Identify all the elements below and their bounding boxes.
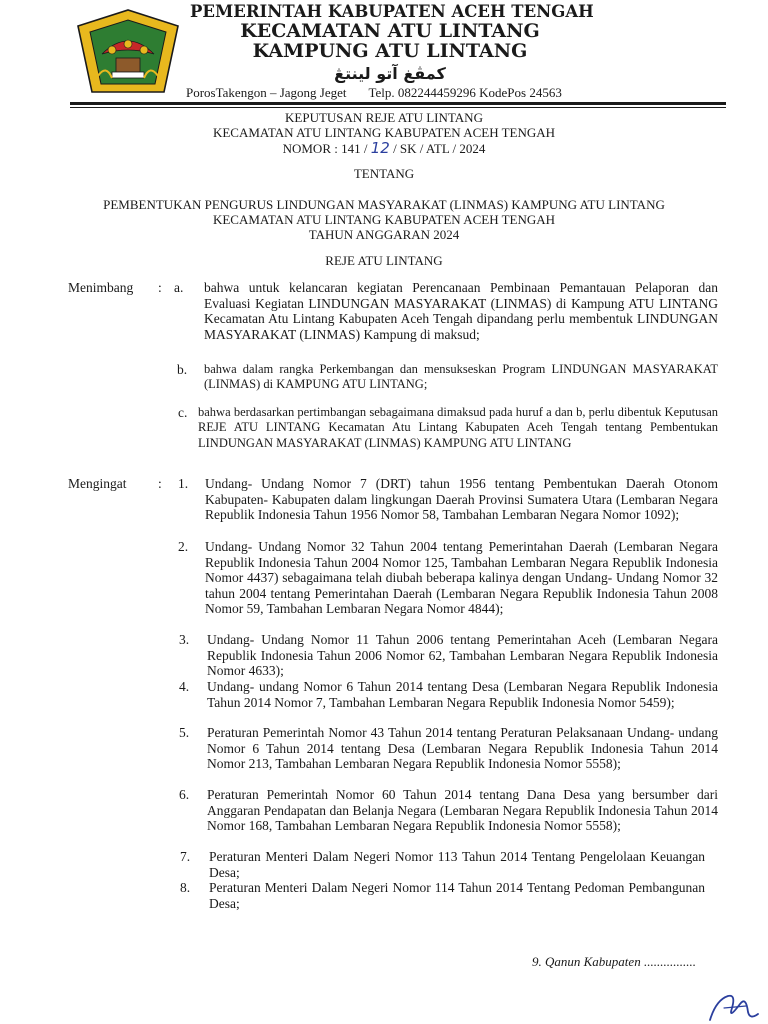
mengingat-4-text: Undang- undang Nomor 6 Tahun 2014 tentang Desa (Lembaran Negara Republik Indonesia Tahun 2014 Nomor 7, Tambahan Lembaran Negara Republik Indonesia Nomor 5459);: [207, 679, 718, 710]
decree-issuer: REJE ATU LINTANG: [325, 253, 443, 268]
decree-number-prefix: NOMOR : 141 /: [282, 141, 368, 156]
mengingat-5-marker: 5.: [179, 725, 190, 740]
decree-title-region: KECAMATAN ATU LINTANG KABUPATEN ACEH TENGAH: [212, 125, 556, 140]
menimbang-colon: :: [158, 280, 162, 295]
mengingat-8-text: Peraturan Menteri Dalam Negeri Nomor 114 Tahun 2014 Tentang Pedoman Pembangunan Desa;: [209, 880, 705, 911]
decree-about: TENTANG: [353, 166, 415, 181]
mengingat-colon: :: [158, 476, 162, 491]
letterhead-government: PEMERINTAH KABUPATEN ACEH TENGAH: [190, 2, 594, 21]
letterhead-divider-thick: [70, 102, 726, 105]
decree-subject-line-3: TAHUN ANGGARAN 2024: [308, 227, 460, 242]
mengingat-label: Mengingat: [68, 476, 127, 491]
menimbang-b-text: bahwa dalam rangka Perkembangan dan mensukseskan Program LINDUNGAN MASYARAKAT (LINMAS) di KAMPUNG ATU LINTANG;: [204, 362, 718, 392]
signature-mark: [706, 986, 768, 1024]
menimbang-a-marker: a.: [174, 280, 184, 295]
decree-subject-line-2: KECAMATAN ATU LINTANG KABUPATEN ACEH TENGAH: [212, 212, 556, 227]
menimbang-label: Menimbang: [68, 280, 134, 295]
mengingat-6-text: Peraturan Pemerintah Nomor 60 Tahun 2014 tentang Dana Desa yang bersumber dari Anggaran Pendapatan dan Belanja Negara (Lembaran Negara Republik Indonesia Tahun 2014 Nomor 168, Tambahan Lembaran Negara Republik Indonesia Nomor 5558);: [207, 787, 718, 834]
decree-number: [0, 140, 768, 157]
letterhead-divider-thin: [70, 107, 726, 108]
mengingat-2-text: Undang- Undang Nomor 32 Tahun 2004 tentang Pemerintahan Daerah (Lembaran Negara Republik Indonesia Tahun 2004 Nomor 125, Tambahan Lembaran Negara Republik Indonesia Nomor 4437) sebagaimana telah diubah beberapa kalinya dengan Undang- Undang Nomor 32 tahun 2004 tentang Pemerintahan Daerah (Lembaran Negara Republik Indonesia Tahun 2008 Nomor 59, Tambahan Lembaran Negara Nomor 4844);: [205, 539, 718, 617]
mengingat-1-text: Undang- Undang Nomor 7 (DRT) tahun 1956 tentang Pembentukan Daerah Otonom Kabupaten- Kabupaten dalam lingkungan Daerah Provinsi Sumatera Utara (Lembaran Negara Republik Indonesia Tahun 1956 Nomor 58, Tambahan Lembaran Negara Nomor 1092);: [205, 476, 718, 523]
mengingat-8-marker: 8.: [180, 880, 191, 895]
mengingat-7-text: Peraturan Menteri Dalam Negeri Nomor 113 Tahun 2014 Tentang Pengelolaan Keuangan Desa;: [209, 849, 705, 880]
letterhead-contact: [186, 85, 646, 101]
decree-subject-line-1: PEMBENTUKAN PENGURUS LINDUNGAN MASYARAKAT (LINMAS) KAMPUNG ATU LINTANG: [103, 197, 665, 212]
mengingat-6-marker: 6.: [179, 787, 190, 802]
mengingat-1-marker: 1.: [178, 476, 189, 491]
mengingat-2-marker: 2.: [178, 539, 189, 554]
continuation-reference: 9. Qanun Kabupaten ................: [532, 954, 696, 969]
decree-number-handwritten: 12: [370, 139, 390, 157]
mengingat-4-marker: 4.: [179, 679, 190, 694]
letterhead-address: PorosTakengon – Jagong Jeget: [186, 85, 347, 100]
mengingat-3-marker: 3.: [179, 632, 190, 647]
decree-number-suffix: / SK / ATL / 2024: [393, 141, 486, 156]
decree-title: KEPUTUSAN REJE ATU LINTANG: [285, 110, 483, 125]
menimbang-a-text: bahwa untuk kelancaran kegiatan Perencanaan Pembinaan Pemantauan Pelaporan dan Evaluasi Kegiatan LINDUNGAN MASYARAKAT (LINMAS) di Kampung ATU LINTANG Kecamatan Atu Lintang Kabupaten Aceh Tengah dipandang perlu membentuk LINDUNGAN MASYARAKAT (LINMAS) Kampung di maksud;: [204, 280, 718, 342]
menimbang-c-text: bahwa berdasarkan pertimbangan sebagaimana dimaksud pada huruf a dan b, perlu dibentuk Keputusan REJE ATU LINTANG Kecamatan Atu Lintang Kabupaten Aceh Tengah tentang Pembentukan LINDUNGAN MASYARAKAT (LINMAS) KAMPUNG ATU LINTANG: [198, 405, 718, 450]
mengingat-5-text: Peraturan Pemerintah Nomor 43 Tahun 2014 tentang Peraturan Pelaksanaan Undang- undang Nomor 6 Tahun 2014 tentang Desa (Lembaran Negara Republik Indonesia Tahun 2014 Nomor 213, Tambahan Lembaran Negara Republik Indonesia Nomor 5558);: [207, 725, 718, 772]
letterhead-district: KECAMATAN ATU LINTANG: [240, 20, 540, 42]
letterhead-phone: Telp. 082244459296 KodePos 24563: [368, 85, 562, 100]
mengingat-3-text: Undang- Undang Nomor 11 Tahun 2006 tentang Pemerintahan Aceh (Lembaran Negara Republik Indonesia Tahun 2006 Nomor 62, Tambahan Lembaran Negara Republik Indonesia Nomor 4633);: [207, 632, 718, 679]
mengingat-7-marker: 7.: [180, 849, 191, 864]
menimbang-c-marker: c.: [178, 405, 188, 420]
letterhead-arabic-script: كمڤغ آتو لينتڠ: [334, 64, 446, 83]
district-emblem-logo: [72, 8, 184, 96]
menimbang-b-marker: b.: [177, 362, 188, 377]
letterhead-village: KAMPUNG ATU LINTANG: [252, 40, 528, 62]
